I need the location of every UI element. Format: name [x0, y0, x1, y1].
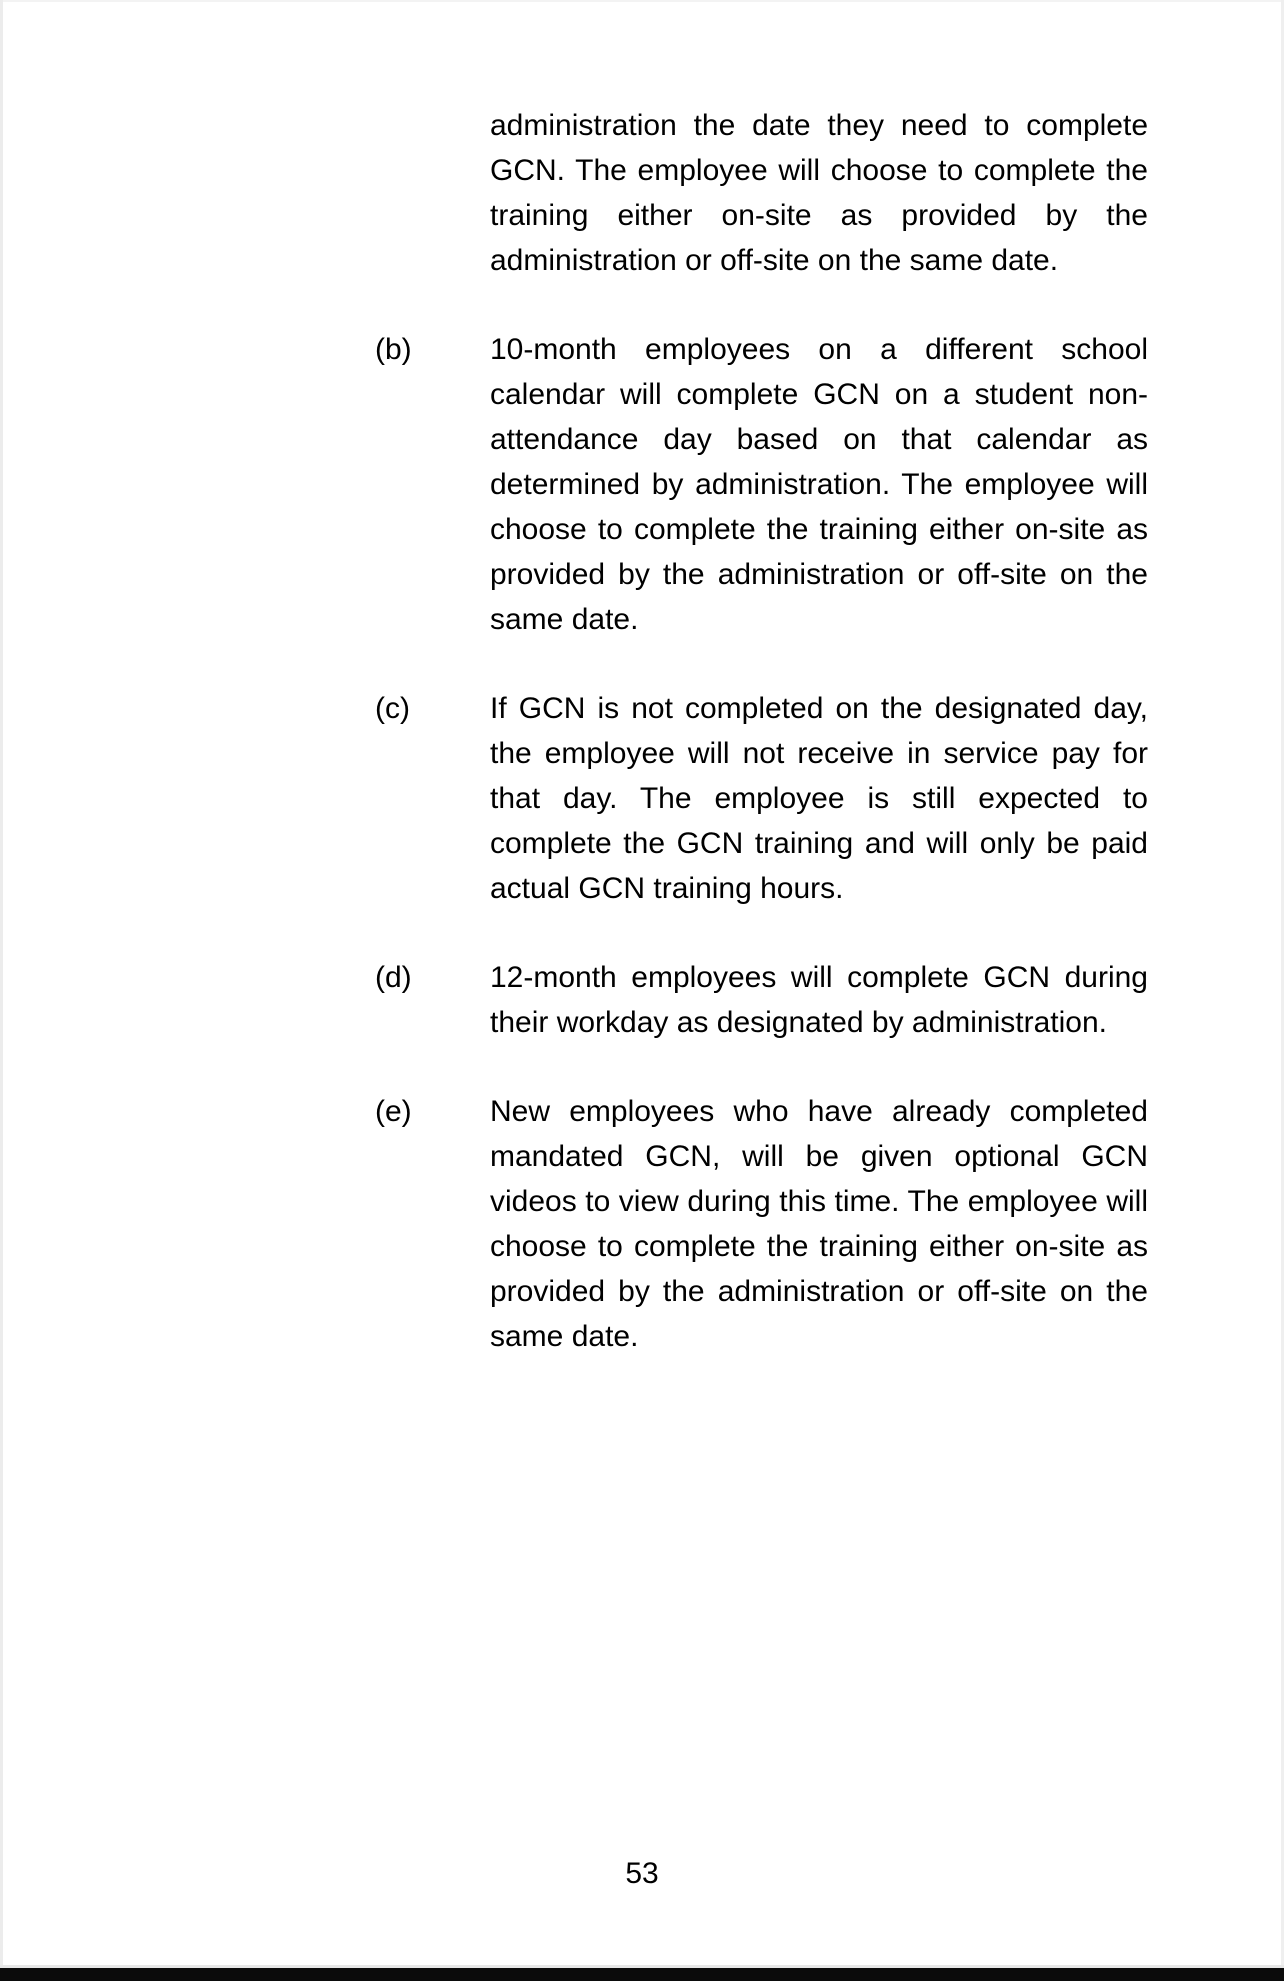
list-item-marker: [375, 103, 490, 283]
bottom-black-bar: [0, 1968, 1284, 1981]
page-number: 53: [625, 1857, 659, 1890]
list-item-text: administration the date they need to complete GCN. The employee will choose to complete the training either on-site as provided by the administration or off-site on the same date.: [490, 109, 1148, 277]
page-edge-left: [0, 0, 3, 1981]
list-item-text: 12-month employees will complete GCN during their workday as designated by administration.: [490, 961, 1148, 1039]
page-edge-top: [0, 0, 1284, 2]
list-item-text: 10-month employees on a different school calendar will complete GCN on a student non-attendance day based on that calendar as determined by administration. The employee will choose to complete the training either on-site as provided by the administration or off-site on the same date.: [490, 333, 1148, 636]
list-item: [375, 686, 1148, 911]
list-item: [375, 1089, 1148, 1359]
list-item: [375, 327, 1148, 642]
list-item-text: If GCN is not completed on the designated day, the employee will not receive in service pay for that day. The employee is still expected to complete the GCN training and will only be paid actual GCN training hours.: [490, 692, 1148, 905]
list-item-marker: (b): [375, 333, 412, 366]
list-item: [375, 955, 1148, 1045]
list-item-marker: (c): [375, 692, 410, 725]
list-item-text: New employees who have already completed mandated GCN, will be given optional GCN videos to view during this time. The employee will choose to complete the training either on-site as provided by the administration or off-site on the same date.: [490, 1095, 1148, 1353]
list-item-marker: (e): [375, 1095, 412, 1128]
list-item: [375, 103, 1148, 283]
list-item-marker: (d): [375, 961, 412, 994]
document-body: [375, 103, 1148, 1403]
